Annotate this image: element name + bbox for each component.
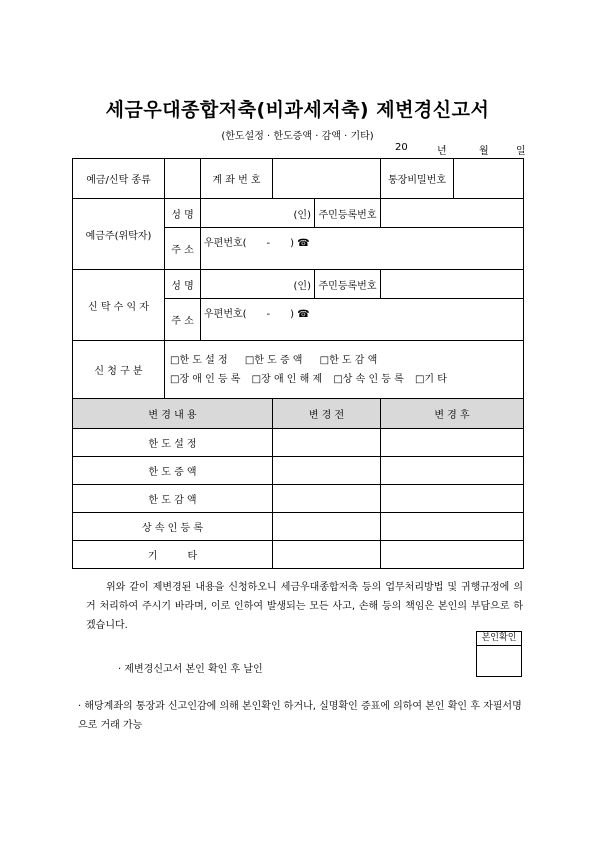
request-type-label: 신 청 구 분 bbox=[73, 341, 165, 399]
page-title: 세금우대종합저축(비과세저축) 제변경신고서 bbox=[105, 99, 490, 121]
date-month-unit: 월 bbox=[479, 146, 489, 157]
deposit-type-field[interactable] bbox=[165, 159, 201, 199]
depositor-name-field[interactable] bbox=[201, 199, 315, 228]
declaration-text: 위와 같이 제변경된 내용을 신청하오니 세금우대종합저축 등의 업무처리방법 및 귀행규정에 의거 처리하여 주시기 바라며, 이로 인하여 발생되는 모든 사고, 손해 등의 책임은 본인의 부담으로 하겠습니다. bbox=[86, 582, 523, 631]
option-heir-register[interactable]: □상 속 인 등 록 bbox=[333, 373, 404, 385]
beneficiary-name-field[interactable] bbox=[201, 270, 315, 299]
depositor-rrn-field[interactable] bbox=[381, 199, 524, 228]
application-form bbox=[72, 158, 524, 569]
depositor-postal-label: 우편번호( - ) bbox=[204, 238, 295, 249]
change-row-label: 한 도 설 정 bbox=[73, 429, 273, 457]
option-disabled-register[interactable]: □장 애 인 등 록 bbox=[170, 373, 241, 385]
change-before-field[interactable] bbox=[273, 457, 381, 485]
depositor-address-field[interactable] bbox=[201, 228, 524, 270]
change-before-field[interactable] bbox=[273, 485, 381, 513]
option-limit-set[interactable]: □한 도 설 정 bbox=[170, 354, 228, 366]
option-other[interactable]: □기 타 bbox=[414, 373, 447, 385]
id-check-box[interactable] bbox=[476, 645, 522, 677]
note-seal-after-id: · 제변경신고서 본인 확인 후 날인 bbox=[118, 664, 263, 675]
beneficiary-rrn-label: 주민등록번호 bbox=[315, 270, 381, 299]
beneficiary-address-field[interactable] bbox=[201, 299, 524, 341]
date-year: 20 bbox=[395, 142, 408, 153]
change-row-label: 상 속 인 등 록 bbox=[73, 513, 273, 541]
depositor-rrn-label: 주민등록번호 bbox=[315, 199, 381, 228]
option-limit-decrease[interactable]: □한 도 감 액 bbox=[319, 354, 378, 366]
change-after-field[interactable] bbox=[381, 541, 524, 569]
beneficiary-postal-label: 우편번호( - ) bbox=[204, 309, 295, 320]
changes-header-content: 변 경 내 용 bbox=[73, 399, 273, 429]
phone-icon: ☎ bbox=[297, 238, 310, 249]
change-before-field[interactable] bbox=[273, 429, 381, 457]
option-limit-increase[interactable]: □한 도 증 액 bbox=[244, 354, 303, 366]
changes-header-after: 변 경 후 bbox=[381, 399, 524, 429]
beneficiary-rrn-field[interactable] bbox=[381, 270, 524, 299]
change-after-field[interactable] bbox=[381, 429, 524, 457]
id-check-label: 본인확인 bbox=[476, 631, 522, 646]
passbook-pw-field[interactable] bbox=[454, 159, 524, 199]
deposit-type-label: 예금/신탁 종류 bbox=[73, 159, 165, 199]
account-no-label: 계 좌 번 호 bbox=[201, 159, 273, 199]
change-row-label: 한 도 감 액 bbox=[73, 485, 273, 513]
changes-header-before: 변 경 전 bbox=[273, 399, 381, 429]
phone-icon: ☎ bbox=[297, 309, 310, 320]
change-before-field[interactable] bbox=[273, 513, 381, 541]
date-year-unit: 년 bbox=[437, 146, 447, 157]
depositor-seal-mark: (인) bbox=[293, 209, 311, 221]
account-no-field[interactable] bbox=[273, 159, 381, 199]
option-disabled-release[interactable]: □장 애 인 해 제 bbox=[251, 373, 323, 385]
depositor-name-label: 성 명 bbox=[165, 199, 201, 228]
beneficiary-name-label: 성 명 bbox=[165, 270, 201, 299]
depositor-group-label: 예금주(위탁자) bbox=[73, 199, 165, 270]
date-day-unit: 일 bbox=[516, 146, 526, 157]
change-row-label: 기 타 bbox=[73, 541, 273, 569]
page-subtitle: (한도설정 · 한도증액 · 감액 · 기타) bbox=[221, 131, 374, 142]
request-options bbox=[165, 341, 524, 399]
note-transaction-condition: · 해당계좌의 통장과 신고인감에 의해 본인확인 하거나, 실명확인 증표에 의하여 본인 확인 후 자필서명으로 거래 가능 bbox=[78, 701, 522, 731]
change-after-field[interactable] bbox=[381, 457, 524, 485]
change-before-field[interactable] bbox=[273, 541, 381, 569]
change-after-field[interactable] bbox=[381, 513, 524, 541]
beneficiary-group-label: 신 탁 수 익 자 bbox=[73, 270, 165, 341]
passbook-pw-label: 통장비밀번호 bbox=[381, 159, 454, 199]
beneficiary-seal-mark: (인) bbox=[293, 280, 311, 292]
change-row-label: 한 도 증 액 bbox=[73, 457, 273, 485]
depositor-address-label: 주 소 bbox=[165, 228, 201, 270]
beneficiary-address-label: 주 소 bbox=[165, 299, 201, 341]
change-after-field[interactable] bbox=[381, 485, 524, 513]
